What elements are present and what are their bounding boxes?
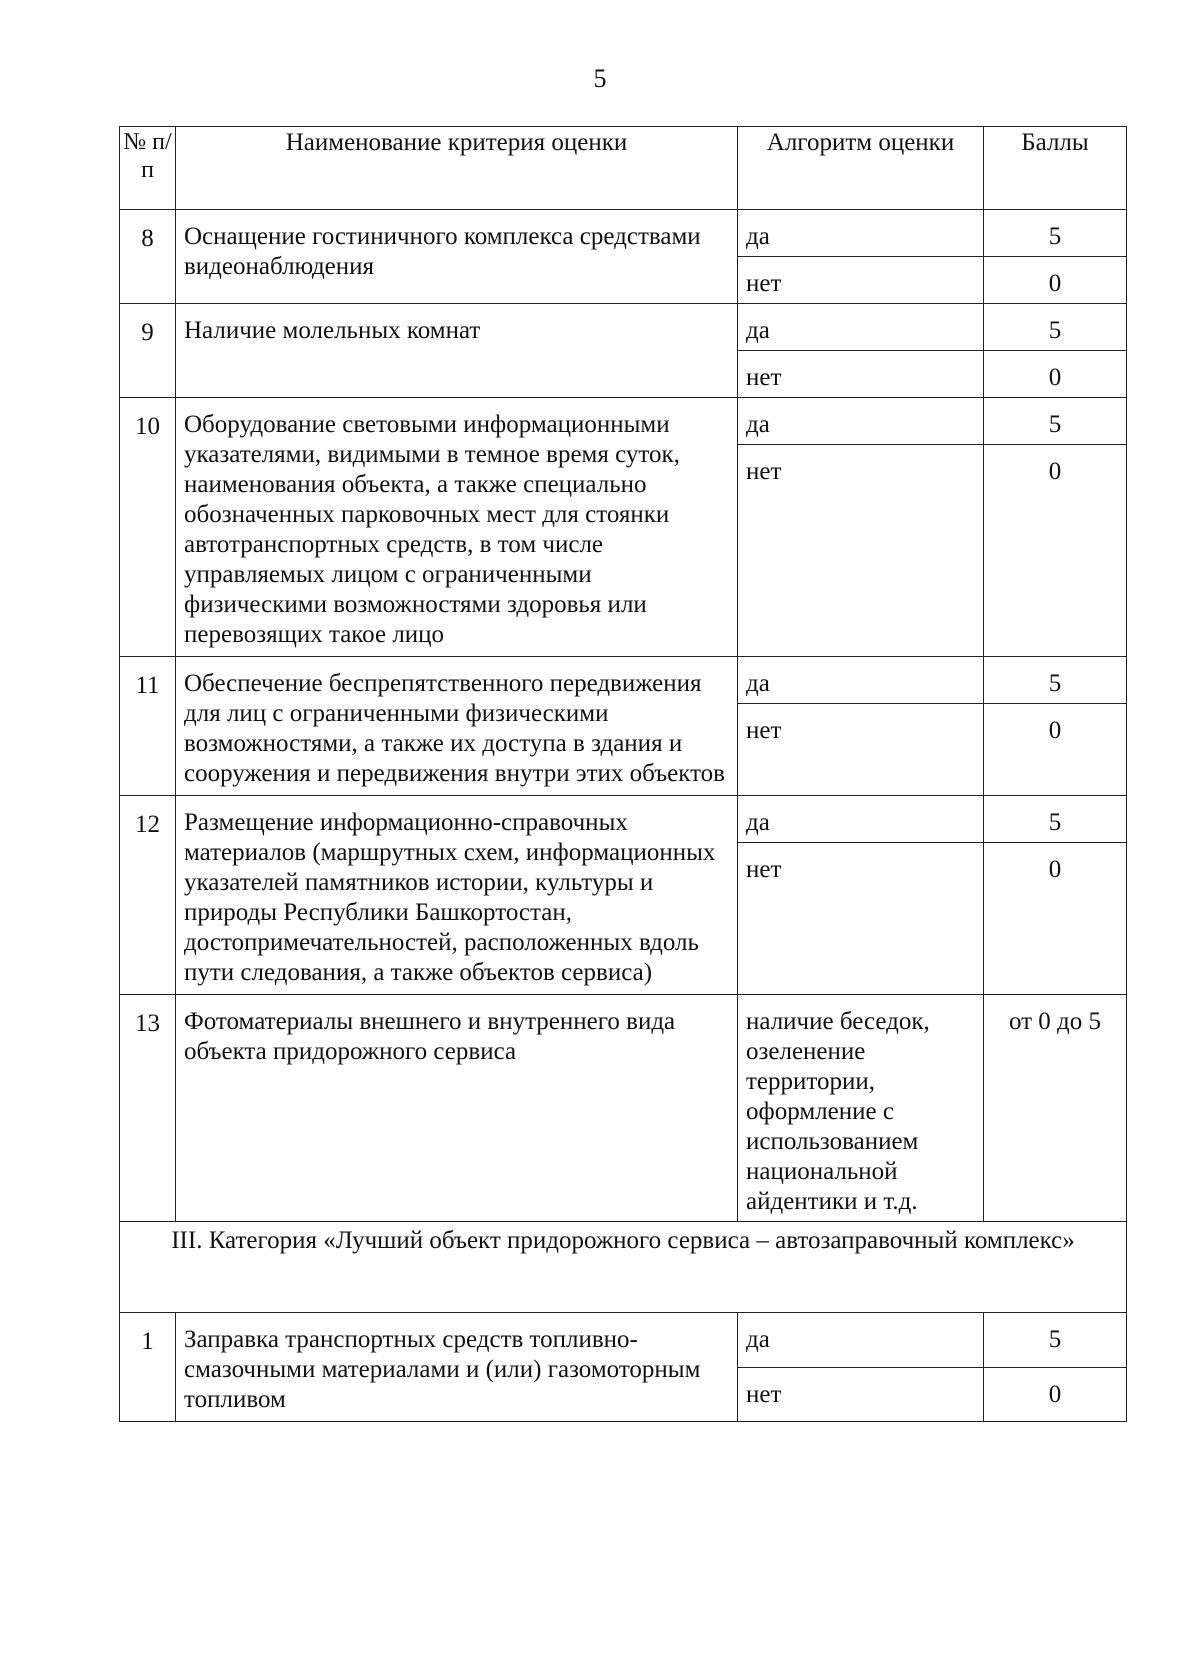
algorithm-option: да xyxy=(738,1313,984,1368)
algorithm-option: нет xyxy=(738,843,984,995)
row-number: 9 xyxy=(120,304,176,398)
header-name: Наименование критерия оценки xyxy=(176,127,738,210)
page-number: 5 xyxy=(593,64,607,93)
table-header-row xyxy=(120,127,1127,210)
points-value: 5 xyxy=(984,304,1127,351)
algorithm-option: нет xyxy=(738,445,984,657)
algorithm-option: нет xyxy=(738,1367,984,1422)
table-row xyxy=(120,398,1127,445)
algorithm-option: наличие беседок, озеленение территории, оформление с использованием национальной айдентики и т.д. xyxy=(738,995,984,1222)
header-points: Баллы xyxy=(984,127,1127,210)
row-number: 13 xyxy=(120,995,176,1222)
algorithm-option: да xyxy=(738,657,984,704)
section-title: III. Категория «Лучший объект придорожного сервиса – автозаправочный комплекс» xyxy=(120,1222,1127,1313)
algorithm-option: да xyxy=(738,304,984,351)
algorithm-option: да xyxy=(738,796,984,843)
criterion-name: Оборудование световыми информационными указателями, видимыми в темное время суток, наименования объекта, а также специально обозначенных парковочных мест для стоянки автотранспортных средств, в том числе управляемых лицом с ограниченными физическими возможностями здоровья или перевозящих такое лицо xyxy=(176,398,738,657)
points-value: 5 xyxy=(984,398,1127,445)
algorithm-option: да xyxy=(738,398,984,445)
criterion-name: Заправка транспортных средств топливно-смазочными материалами и (или) газомоторным топливом xyxy=(176,1313,738,1422)
points-value: 0 xyxy=(984,704,1127,796)
table-row xyxy=(120,210,1127,257)
algorithm-option: нет xyxy=(738,351,984,398)
criterion-name: Оснащение гостиничного комплекса средствами видеонаблюдения xyxy=(176,210,738,304)
criteria-table xyxy=(119,126,1127,1422)
algorithm-option: нет xyxy=(738,704,984,796)
criterion-name: Размещение информационно-справочных материалов (маршрутных схем, информационных указателей памятников истории, культуры и природы Республики Башкортостан, достопримечательностей, расположенных вдоль пути следования, а также объектов сервиса) xyxy=(176,796,738,995)
section-row xyxy=(120,1222,1127,1313)
points-value: 0 xyxy=(984,843,1127,995)
row-number: 10 xyxy=(120,398,176,657)
row-number: 1 xyxy=(120,1313,176,1422)
points-value: 0 xyxy=(984,351,1127,398)
points-value: 5 xyxy=(984,657,1127,704)
criterion-name: Обеспечение беспрепятственного передвижения для лиц с ограниченными физическими возможностями, а также их доступа в здания и сооружения и передвижения внутри этих объектов xyxy=(176,657,738,796)
table-row xyxy=(120,796,1127,843)
header-algorithm: Алгоритм оценки xyxy=(738,127,984,210)
table-row xyxy=(120,657,1127,704)
header-num: № п/п xyxy=(120,127,176,210)
table-row xyxy=(120,1313,1127,1368)
points-value: 5 xyxy=(984,1313,1127,1368)
table-row xyxy=(120,995,1127,1222)
points-value: 0 xyxy=(984,1367,1127,1422)
algorithm-option: нет xyxy=(738,257,984,304)
row-number: 12 xyxy=(120,796,176,995)
points-value: 0 xyxy=(984,257,1127,304)
row-number: 8 xyxy=(120,210,176,304)
criterion-name: Наличие молельных комнат xyxy=(176,304,738,398)
criterion-name: Фотоматериалы внешнего и внутреннего вида объекта придорожного сервиса xyxy=(176,995,738,1222)
points-value: 0 xyxy=(984,445,1127,657)
points-value: от 0 до 5 xyxy=(984,995,1127,1222)
row-number: 11 xyxy=(120,657,176,796)
points-value: 5 xyxy=(984,796,1127,843)
algorithm-option: да xyxy=(738,210,984,257)
table-row xyxy=(120,304,1127,351)
points-value: 5 xyxy=(984,210,1127,257)
